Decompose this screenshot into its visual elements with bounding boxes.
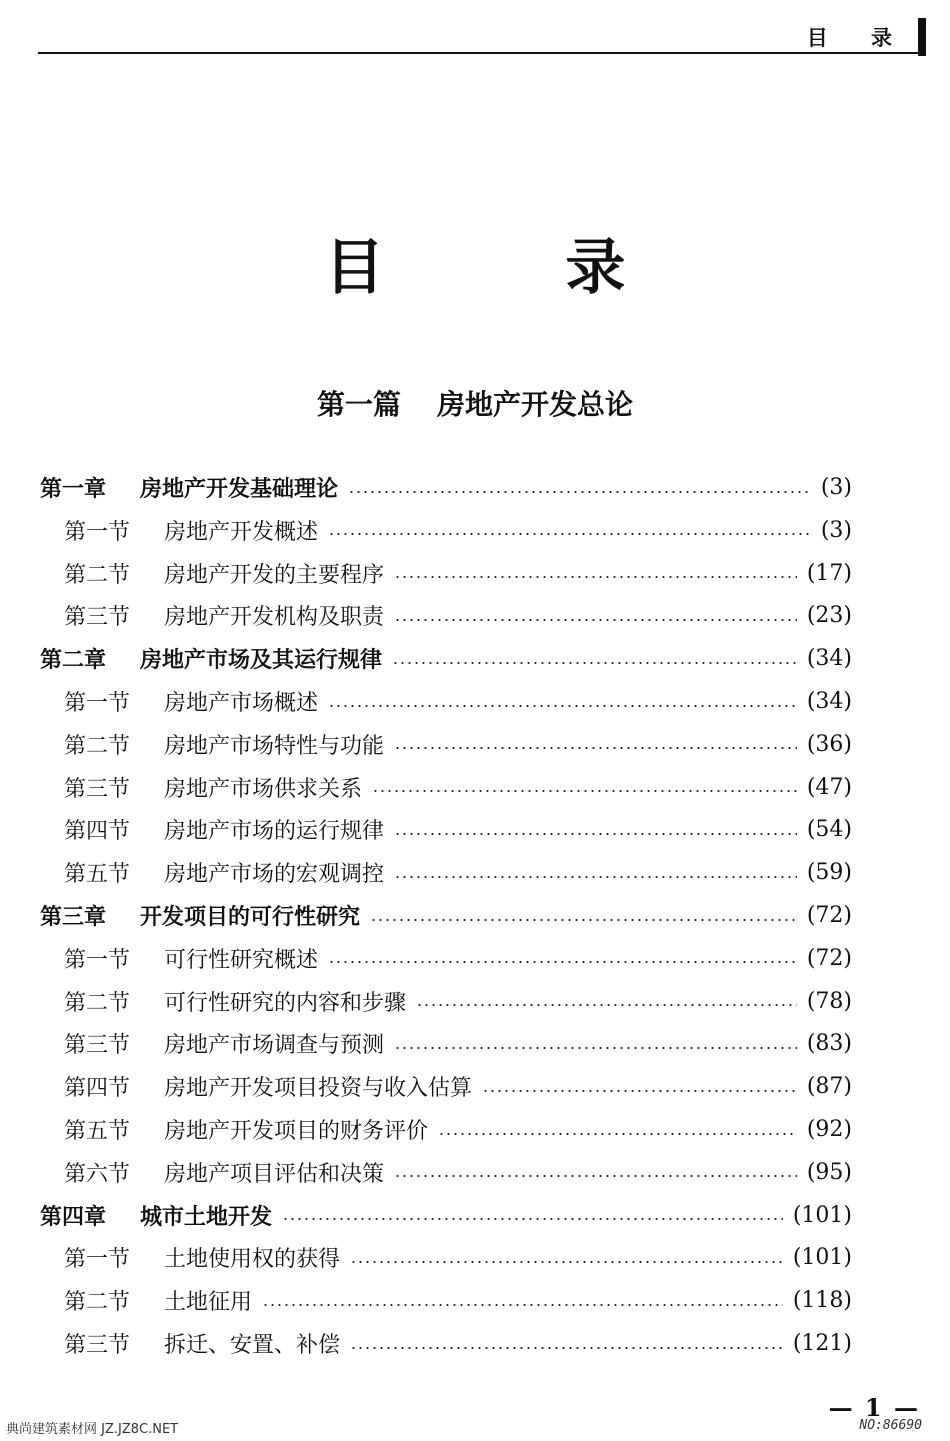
- toc-section-entry: [64, 1322, 852, 1365]
- toc-entry-page: (3): [820, 517, 852, 543]
- toc-leader-dots: [394, 876, 797, 878]
- part-heading: [0, 383, 950, 423]
- toc-leader-dots: [416, 1004, 797, 1006]
- toc-entry-page: (47): [806, 774, 852, 800]
- toc-entry-page: (72): [806, 945, 852, 971]
- toc-entry-page: (36): [806, 731, 852, 757]
- toc-entry-title: 房地产市场调查与预测: [164, 1033, 385, 1059]
- toc-section-entry: [64, 594, 852, 637]
- toc-entry-title: 房地产开发项目的财务评价: [164, 1119, 429, 1144]
- toc-entry-number: 第一节: [64, 519, 131, 545]
- toc-leader-dots: [438, 1133, 797, 1135]
- toc-entry-number: 第五节: [64, 1119, 131, 1144]
- toc-entry-title: 房地产市场供求关系: [164, 776, 363, 802]
- toc-entry-page: (34): [806, 689, 852, 714]
- toc-leader-dots: [328, 961, 797, 963]
- toc-entry-title: 房地产开发基础理论: [140, 477, 339, 502]
- toc-entry-page: (72): [806, 903, 852, 928]
- toc-leader-dots: [394, 833, 797, 835]
- toc-leader-dots: [394, 619, 797, 621]
- toc-entry-number: 第四节: [64, 819, 131, 845]
- toc-leader-dots: [394, 1175, 797, 1177]
- toc-entry-page: (78): [806, 988, 852, 1014]
- toc-leader-dots: [394, 1047, 797, 1049]
- toc-section-entry: [64, 1022, 852, 1065]
- toc-entry-title: 拆迁、安置、补偿: [164, 1333, 341, 1358]
- toc-entry-number: 第二章: [40, 648, 107, 674]
- toc-entry-title: 房地产市场的运行规律: [164, 819, 385, 845]
- toc-entry-number: 第一节: [64, 1247, 131, 1273]
- toc-entry-title: 房地产市场概述: [164, 691, 319, 716]
- toc-leader-dots: [394, 576, 797, 578]
- toc-entry-number: 第二节: [64, 990, 131, 1016]
- toc-leader-dots: [370, 919, 797, 921]
- toc-section-entry: [64, 1065, 852, 1108]
- toc-leader-dots: [328, 705, 797, 707]
- toc-entry-number: 第四章: [40, 1204, 107, 1230]
- toc-section-entry: [64, 937, 852, 980]
- toc-entry-page: (121): [792, 1331, 852, 1356]
- toc-section-entry: [64, 552, 852, 595]
- toc-entry-title: 房地产市场及其运行规律: [140, 648, 383, 674]
- toc-entry-page: (54): [806, 817, 852, 843]
- toc-entry-title: 房地产开发项目投资与收入估算: [164, 1076, 473, 1102]
- page-title: 目 录: [324, 233, 706, 303]
- toc-leader-dots: [262, 1304, 783, 1306]
- toc-entry-page: (87): [806, 1074, 852, 1100]
- toc-section-entry: [64, 980, 852, 1023]
- toc-entry-title: 房地产开发概述: [164, 519, 319, 545]
- toc-leader-dots: [282, 1218, 783, 1220]
- toc-entry-title: 房地产项目评估和决策: [164, 1161, 385, 1187]
- toc-entry-number: 第四节: [64, 1076, 131, 1102]
- toc-section-entry: [64, 509, 852, 552]
- toc-leader-dots: [394, 747, 797, 749]
- toc-entry-number: 第一节: [64, 691, 131, 716]
- toc-entry-title: 土地征用: [164, 1290, 253, 1316]
- toc-entry-page: (83): [806, 1031, 852, 1057]
- toc-entry-number: 第三章: [40, 905, 107, 930]
- toc-entry-page: (118): [792, 1288, 852, 1314]
- toc-entry-number: 第二节: [64, 1290, 131, 1316]
- toc-chapter-entry: [40, 466, 852, 509]
- toc-entry-title: 房地产开发机构及职责: [164, 605, 385, 631]
- toc-entry-number: 第二节: [64, 733, 131, 759]
- header-edge-bar: [918, 18, 926, 56]
- toc-entry-page: (3): [820, 475, 852, 500]
- toc-entry-number: 第三节: [64, 605, 131, 631]
- running-head: 目 录: [806, 26, 910, 50]
- toc-entry-title: 开发项目的可行性研究: [140, 905, 361, 930]
- toc-section-entry: [64, 1236, 852, 1279]
- toc-leader-dots: [372, 790, 797, 792]
- toc-section-entry: [64, 723, 852, 766]
- toc-entry-number: 第一章: [40, 477, 107, 502]
- toc-chapter-entry: [40, 1194, 852, 1237]
- part-name: 房地产开发总论: [437, 388, 634, 421]
- toc-entry-page: (23): [806, 603, 852, 629]
- toc-section-entry: [64, 808, 852, 851]
- toc-entry-title: 房地产市场特性与功能: [164, 733, 385, 759]
- toc-entry-title: 可行性研究的内容和步骤: [164, 990, 407, 1016]
- toc-entry-page: (59): [806, 860, 852, 886]
- toc-section-entry: [64, 1279, 852, 1322]
- toc-entry-number: 第一节: [64, 947, 131, 973]
- toc-chapter-entry: [40, 894, 852, 937]
- toc-entry-page: (101): [792, 1202, 852, 1228]
- toc-entry-number: 第六节: [64, 1161, 131, 1187]
- toc-leader-dots: [482, 1090, 797, 1092]
- toc-entry-title: 城市土地开发: [140, 1204, 273, 1230]
- toc-section-entry: [64, 1108, 852, 1151]
- header-rule: [38, 52, 918, 54]
- toc-entry-page: (92): [806, 1117, 852, 1142]
- toc-entry-title: 房地产开发的主要程序: [164, 562, 385, 588]
- toc-entry-page: (17): [806, 560, 852, 586]
- watermark-site: 典尚建筑素材网 JZ.JZ8C.NET: [6, 1422, 179, 1437]
- toc-entry-number: 第三节: [64, 1033, 131, 1059]
- toc-section-entry: [64, 851, 852, 894]
- toc-entry-page: (95): [806, 1159, 852, 1185]
- toc-entry-page: (101): [792, 1245, 852, 1271]
- toc-leader-dots: [350, 1261, 783, 1263]
- toc-entry-title: 房地产市场的宏观调控: [164, 862, 385, 888]
- toc-section-entry: [64, 1151, 852, 1194]
- part-number: 第一篇: [316, 388, 401, 421]
- toc-leader-dots: [348, 491, 811, 493]
- toc-leader-dots: [350, 1347, 783, 1349]
- toc-entry-number: 第三节: [64, 776, 131, 802]
- toc-entry-title: 可行性研究概述: [164, 947, 319, 973]
- toc-entry-number: 第五节: [64, 862, 131, 888]
- watermark-number: NO:86690: [859, 1418, 922, 1433]
- toc-leader-dots: [328, 533, 811, 535]
- toc-entry-number: 第三节: [64, 1333, 131, 1358]
- toc-entry-page: (34): [806, 646, 852, 672]
- toc-section-entry: [64, 680, 852, 723]
- toc-chapter-entry: [40, 637, 852, 680]
- toc-entry-title: 土地使用权的获得: [164, 1247, 341, 1273]
- toc-entry-number: 第二节: [64, 562, 131, 588]
- toc-section-entry: [64, 766, 852, 809]
- page-number: — 1 —: [828, 1393, 920, 1422]
- toc-leader-dots: [392, 662, 797, 664]
